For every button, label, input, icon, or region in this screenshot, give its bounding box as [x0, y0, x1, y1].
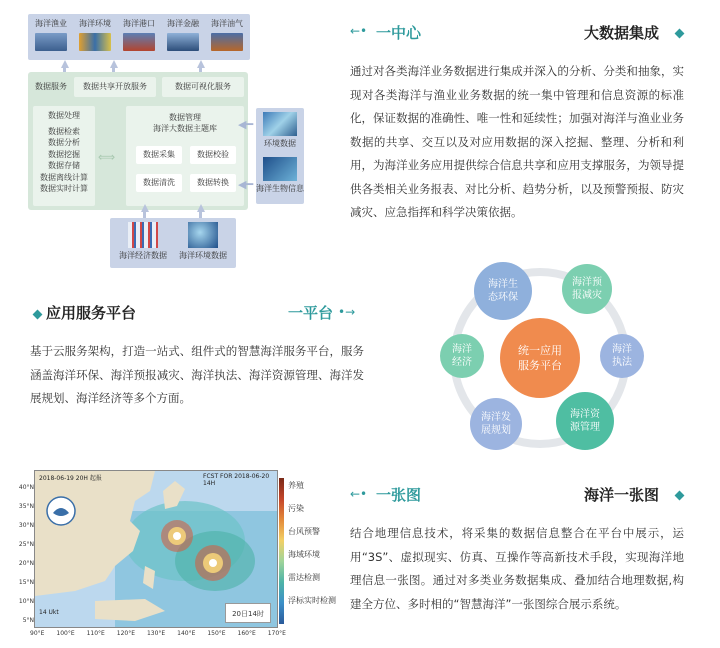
app-platform-description: 基于云服务架构，打造一站式、组件式的智慧海洋服务平台，服务涵盖海洋环保、海洋预报减灾、海洋执法、海洋资源管理、海洋发展规划、海洋经济等多个方面。: [30, 344, 364, 405]
node-forecast-disaster: 海洋预 报减灾: [562, 264, 612, 314]
lat-ticks: 40°N 35°N 30°N 25°N 20°N 15°N 10°N 5°N: [18, 484, 34, 624]
big-data-integration-title: 大数据集成: [584, 24, 660, 42]
environment-data-image: [263, 112, 297, 136]
ocean-map: [34, 470, 278, 628]
legend-aquaculture: 养殖: [288, 481, 304, 490]
data-services-label: 数据服务: [35, 82, 67, 91]
legend-typhoon-warning: 台风预警: [288, 527, 320, 536]
node-development-planning: 海洋发 展规划: [470, 398, 522, 450]
map-colorbar: [279, 478, 284, 624]
diamond-icon: [675, 29, 685, 39]
data-validation-item: 数据校验: [190, 146, 236, 164]
node-economy: 海洋 经济: [440, 334, 484, 378]
port-photo: [123, 33, 155, 51]
one-platform-heading: 一平台: [288, 304, 334, 322]
bottom-data-sources: [110, 218, 236, 268]
oil-gas-photo: [211, 33, 243, 51]
economic-data-item: 海洋经济数据: [114, 220, 172, 261]
app-platform-title: 应用服务平台: [46, 304, 137, 322]
environment-map-image: [188, 222, 218, 248]
arrow-left-icon: ◀━: [238, 178, 254, 191]
diamond-icon: [675, 491, 685, 501]
top-item-port: 海洋港口: [119, 14, 159, 60]
unified-platform-center: 统一应用 服务平台: [500, 318, 580, 398]
arrow-left-dash-icon: ←•: [350, 24, 368, 38]
top-item-environment: 海洋环境: [75, 14, 115, 60]
finance-photo: [167, 33, 199, 51]
legend-sea-environment: 海域环境: [288, 550, 320, 559]
ocean-one-map-title: 海洋一张图: [584, 486, 660, 504]
node-law-enforcement: 海洋 执法: [600, 334, 644, 378]
double-arrow-icon: ⟺: [98, 150, 116, 164]
data-processing-box: 数据处理 数据检索 数据分析 数据挖掘 数据存储 数据离线计算 数据实时计算: [33, 106, 95, 206]
legend-buoy-detection: 浮标实时检测: [288, 596, 336, 605]
marine-life-image: [263, 157, 297, 181]
side-data-sources: 环境数据 海洋生物信息: [256, 108, 304, 204]
environment-data-item: 海洋环境数据: [174, 220, 232, 261]
legend-pollution: 污染: [288, 504, 304, 513]
lon-ticks: 90°E 100°E 110°E 120°E 130°E 140°E 150°E 160°E 170°E: [30, 630, 286, 637]
map-header-right: FCST FOR 2018-06-20 14H: [203, 473, 270, 487]
economic-chart-image: [128, 222, 158, 248]
environment-photo: [79, 33, 111, 51]
data-collection-item: 数据采集: [136, 146, 182, 164]
data-visualization-service: 数据可视化服务: [162, 77, 244, 97]
arrow-left-dash-icon: ←•: [350, 487, 368, 501]
arrow-right-dash-icon: •→: [338, 305, 356, 319]
node-eco-protection: 海洋生 态环保: [474, 262, 532, 320]
diamond-icon: [33, 310, 43, 320]
data-cleaning-item: 数据清洗: [136, 174, 182, 192]
data-management-box: 数据管理 海洋大数据主题库 数据采集 数据校验 数据清洗 数据转换: [126, 106, 244, 206]
data-conversion-item: 数据转换: [190, 174, 236, 192]
map-header-left: 2018-06-19 20H 起报: [39, 475, 102, 482]
map-corner-label: 14 Ukt: [39, 609, 59, 616]
legend-radar-detection: 雷达检测: [288, 573, 320, 582]
arrow-left-icon: ◀━: [238, 118, 254, 131]
data-sources-top-strip: [28, 14, 250, 60]
map-time-box: 20日14时: [225, 603, 271, 623]
ocean-map-description: 结合地理信息技术，将采集的数据信息整合在平台中展示，运用“3S”、虚拟现实、仿真、互操作等高新技术手段，实现海洋地理信息一张图。通过对多类业务数据集成、叠加结合地理数据,构建全方位、多时相的“智慧海洋”一张图综合展示系统。: [350, 526, 684, 611]
big-data-description: 通过对各类海洋业务数据进行集成并深入的分析、分类和抽象，实现对各类海洋与渔业业务数据的统一集中管理和信息资源的标准化，保证数据的准确性、唯一性和延续性；加强对海洋与渔业业务数据的共享、交互以及对应用数据的深入挖掘、整理、分析和利用，为海洋业务应用提供综合信息共享和应用支撑服务，为领导提供各类相关业务报表、对比分析、趋势分析，以及预警预报、防灾减灾、应急指挥和科学决策依据。: [350, 64, 684, 219]
top-item-oil-gas: 海洋油气: [207, 14, 247, 60]
fishery-photo: [35, 33, 67, 51]
one-center-heading: 一中心: [376, 24, 422, 42]
data-sharing-service: 数据共享开放服务: [74, 77, 156, 97]
node-resource-management: 海洋资 源管理: [556, 392, 614, 450]
top-item-finance: 海洋金融: [163, 14, 203, 60]
data-services-row: [32, 77, 244, 101]
one-map-heading: 一张图: [376, 486, 422, 504]
data-platform-box: [28, 72, 248, 210]
top-item-fishery: 海洋渔业: [31, 14, 71, 60]
